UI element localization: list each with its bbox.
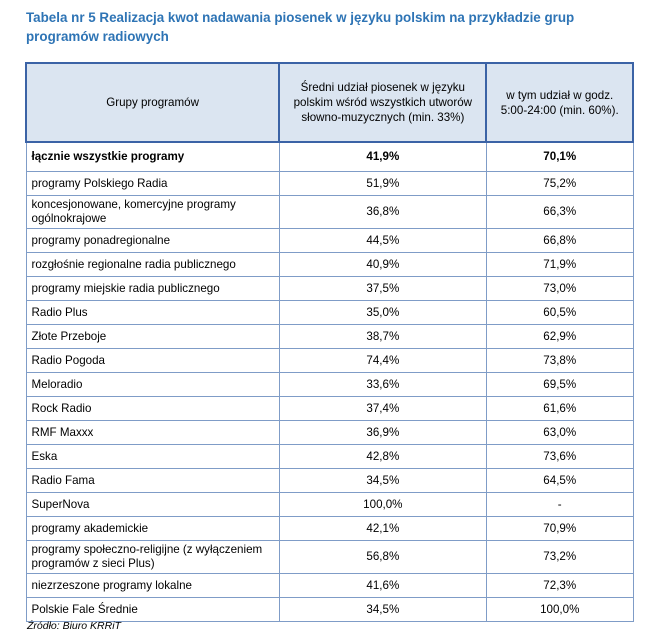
row-name: niezrzeszone programy lokalne (26, 574, 279, 598)
row-daytime: 66,3% (486, 196, 633, 229)
row-share: 33,6% (279, 373, 486, 397)
table-row (26, 541, 633, 574)
table-row (26, 421, 633, 445)
row-name: koncesjonowane, komercyjne programy ogólnokrajowe (26, 196, 279, 229)
row-daytime: 73,8% (486, 349, 633, 373)
table-row (26, 325, 633, 349)
row-daytime: 69,5% (486, 373, 633, 397)
row-share: 42,8% (279, 445, 486, 469)
row-daytime: 72,3% (486, 574, 633, 598)
source-note: Źródło: Biuro KRRiT (27, 620, 121, 632)
table-row (26, 445, 633, 469)
row-daytime: 73,0% (486, 277, 633, 301)
table-row (26, 277, 633, 301)
row-name: Meloradio (26, 373, 279, 397)
data-table (25, 62, 634, 622)
table-row (26, 517, 633, 541)
row-daytime: 61,6% (486, 397, 633, 421)
table-title: Tabela nr 5 Realizacja kwot nadawania piosenek w języku polskim na przykładzie grup programów radiowych (26, 10, 575, 44)
row-name: rozgłośnie regionalne radia publicznego (26, 253, 279, 277)
row-share: 34,5% (279, 469, 486, 493)
row-name: RMF Maxxx (26, 421, 279, 445)
table-row (26, 229, 633, 253)
row-daytime: 73,2% (486, 541, 633, 574)
row-daytime: 60,5% (486, 301, 633, 325)
row-name: Eska (26, 445, 279, 469)
row-daytime: 63,0% (486, 421, 633, 445)
table-row-total (26, 142, 633, 172)
row-name: programy ponadregionalne (26, 229, 279, 253)
table-row (26, 574, 633, 598)
row-share: 41,9% (279, 142, 486, 172)
table-row (26, 301, 633, 325)
row-daytime: 75,2% (486, 172, 633, 196)
row-name: Radio Plus (26, 301, 279, 325)
table-row (26, 349, 633, 373)
row-share: 51,9% (279, 172, 486, 196)
row-daytime: 64,5% (486, 469, 633, 493)
row-name: łącznie wszystkie programy (26, 142, 279, 172)
table-header-row (26, 63, 633, 142)
table-row (26, 397, 633, 421)
row-name: SuperNova (26, 493, 279, 517)
row-share: 36,9% (279, 421, 486, 445)
row-name: programy akademickie (26, 517, 279, 541)
row-share: 40,9% (279, 253, 486, 277)
table-row (26, 469, 633, 493)
row-name: Złote Przeboje (26, 325, 279, 349)
table-row (26, 253, 633, 277)
table-row (26, 373, 633, 397)
row-daytime: 62,9% (486, 325, 633, 349)
row-share: 37,5% (279, 277, 486, 301)
row-share: 35,0% (279, 301, 486, 325)
row-daytime: - (486, 493, 633, 517)
row-share: 37,4% (279, 397, 486, 421)
row-daytime: 70,1% (486, 142, 633, 172)
header-group: Grupy programów (26, 63, 279, 142)
row-name: Radio Fama (26, 469, 279, 493)
row-name: programy miejskie radia publicznego (26, 277, 279, 301)
row-daytime: 70,9% (486, 517, 633, 541)
row-share: 41,6% (279, 574, 486, 598)
row-name: Radio Pogoda (26, 349, 279, 373)
row-share: 44,5% (279, 229, 486, 253)
header-share: Średni udział piosenek w języku polskim wśród wszystkich utworów słowno-muzycznych (min. 33%) (279, 63, 486, 142)
row-share: 56,8% (279, 541, 486, 574)
row-share: 36,8% (279, 196, 486, 229)
row-name: programy Polskiego Radia (26, 172, 279, 196)
row-share: 42,1% (279, 517, 486, 541)
table-row (26, 172, 633, 196)
row-daytime: 73,6% (486, 445, 633, 469)
row-share: 38,7% (279, 325, 486, 349)
row-share: 100,0% (279, 493, 486, 517)
table-row (26, 493, 633, 517)
row-share: 74,4% (279, 349, 486, 373)
table-row (26, 196, 633, 229)
table-row (26, 598, 633, 622)
row-daytime: 71,9% (486, 253, 633, 277)
row-daytime: 66,8% (486, 229, 633, 253)
row-share: 34,5% (279, 598, 486, 622)
row-daytime: 100,0% (486, 598, 633, 622)
row-name: Polskie Fale Średnie (26, 598, 279, 622)
header-daytime: w tym udział w godz. 5:00-24:00 (min. 60%). (486, 63, 633, 142)
row-name: Rock Radio (26, 397, 279, 421)
row-name: programy społeczno-religijne (z wyłączeniem programów z sieci Plus) (26, 541, 279, 574)
